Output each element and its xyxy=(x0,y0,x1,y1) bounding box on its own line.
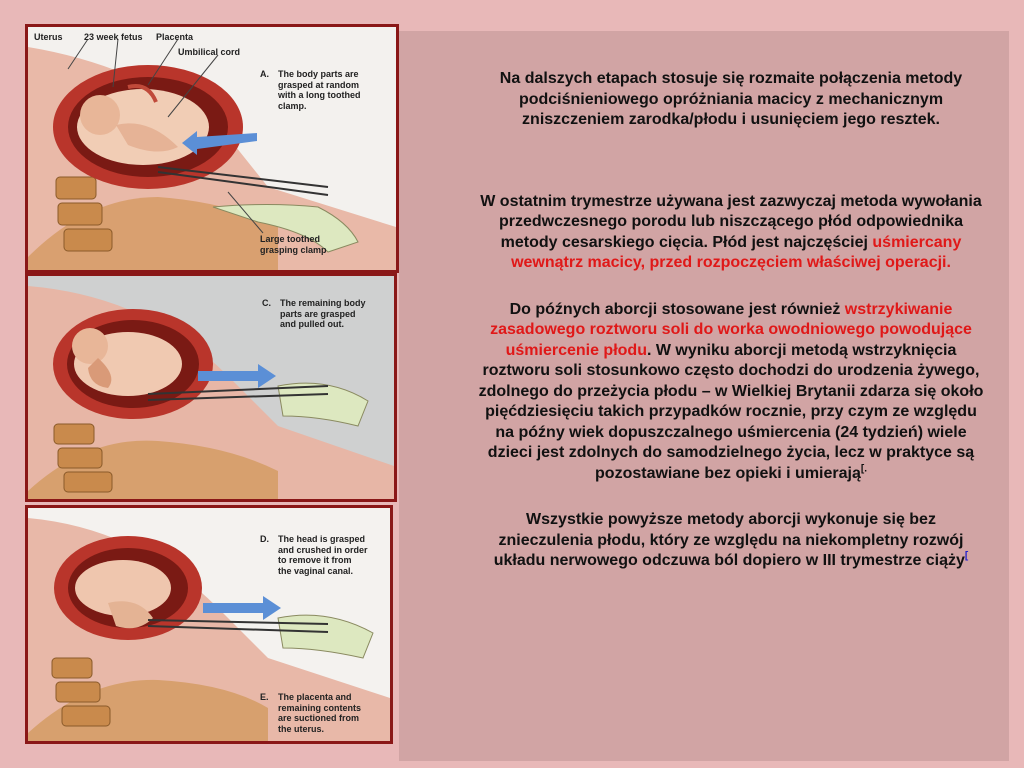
paragraph-4-reference-link[interactable]: [ xyxy=(964,550,969,562)
paragraph-3 xyxy=(477,300,985,485)
panel-a-letter: A. xyxy=(260,69,269,79)
paragraph-4-text: Wszystkie powyższe metody aborcji wykonuje się bez znieczulenia płodu, który ze względu na niekompletny rozwój układu nerwowego odczuwa ból dopiero w III trymestrze ciąży xyxy=(493,511,965,569)
label-grasping-clamp: Large toothed grasping clamp xyxy=(260,234,327,255)
panel-e-letter: E. xyxy=(260,692,269,702)
illustration-panel-de xyxy=(25,505,393,744)
paragraph-2-highlight: uśmiercany wewnątrz macicy, przed rozpoczęciem właściwej operacji. xyxy=(511,233,962,271)
panel-c-letter: C. xyxy=(262,298,271,308)
panel-e-caption: The placenta and remaining contents are suctioned from the uterus. xyxy=(278,692,362,734)
paragraph-3-text: . W wyniku aborcji metodą wstrzyknięcia roztworu soli stosunkowo często dochodzi do urodzenia żywego, zdolnego do przeżycia płodu – w Wielkiej Brytanii zdarza się około pięćdziesięciu takich przypadków rocznie, przy czym ze względu na późny wiek dopuszczalnego uśmiercenia (24 tydzień) wiele dzieci jest zdolnych do samodzielnego życia, lecz w praktyce są pozostawiane bez opieki i umierają xyxy=(478,341,984,482)
label-umbilical-cord: Umbilical cord xyxy=(178,47,241,57)
label-placenta: Placenta xyxy=(156,32,194,42)
panel-a-caption: The body parts are grasped at random with a long toothed clamp. xyxy=(278,69,361,111)
panel-d-letter: D. xyxy=(260,534,269,544)
text-panel xyxy=(399,31,1009,761)
paragraph-3-intro: Do późnych aborcji stosowane jest również xyxy=(509,300,845,318)
illustration-panel-a xyxy=(25,24,399,273)
paragraph-2-text: W ostatnim trymestrze używana jest zazwyczaj metoda wywołania przedwczesnego porodu lub niszczącego płód odpowiednika metody cesarskiego cięcia. Płód jest najczęściej xyxy=(480,192,982,251)
paragraph-3-highlight: wstrzykiwanie zasadowego roztworu soli do worka owodniowego powodujące uśmiercenie płodu xyxy=(490,300,972,359)
paragraph-1: Na dalszych etapach stosuje się rozmaite połączenia metody podciśnieniowego opróżniania macicy z mechanicznym zniszczeniem zarodka/płodu i usunięciem jego resztek. xyxy=(499,70,963,128)
label-uterus: Uterus xyxy=(34,32,63,42)
paragraph-4 xyxy=(477,510,985,572)
panel-c-caption: The remaining body parts are grasped and pulled out. xyxy=(280,298,366,329)
paragraph-3-reference: [. xyxy=(860,463,867,475)
text-body xyxy=(477,69,985,572)
illustration-panel-c xyxy=(25,273,397,502)
panel-d-caption: The head is grasped and crushed in order to remove it from the vaginal canal. xyxy=(278,534,368,576)
label-fetus: 23 week fetus xyxy=(84,32,143,42)
paragraph-2 xyxy=(477,192,985,274)
